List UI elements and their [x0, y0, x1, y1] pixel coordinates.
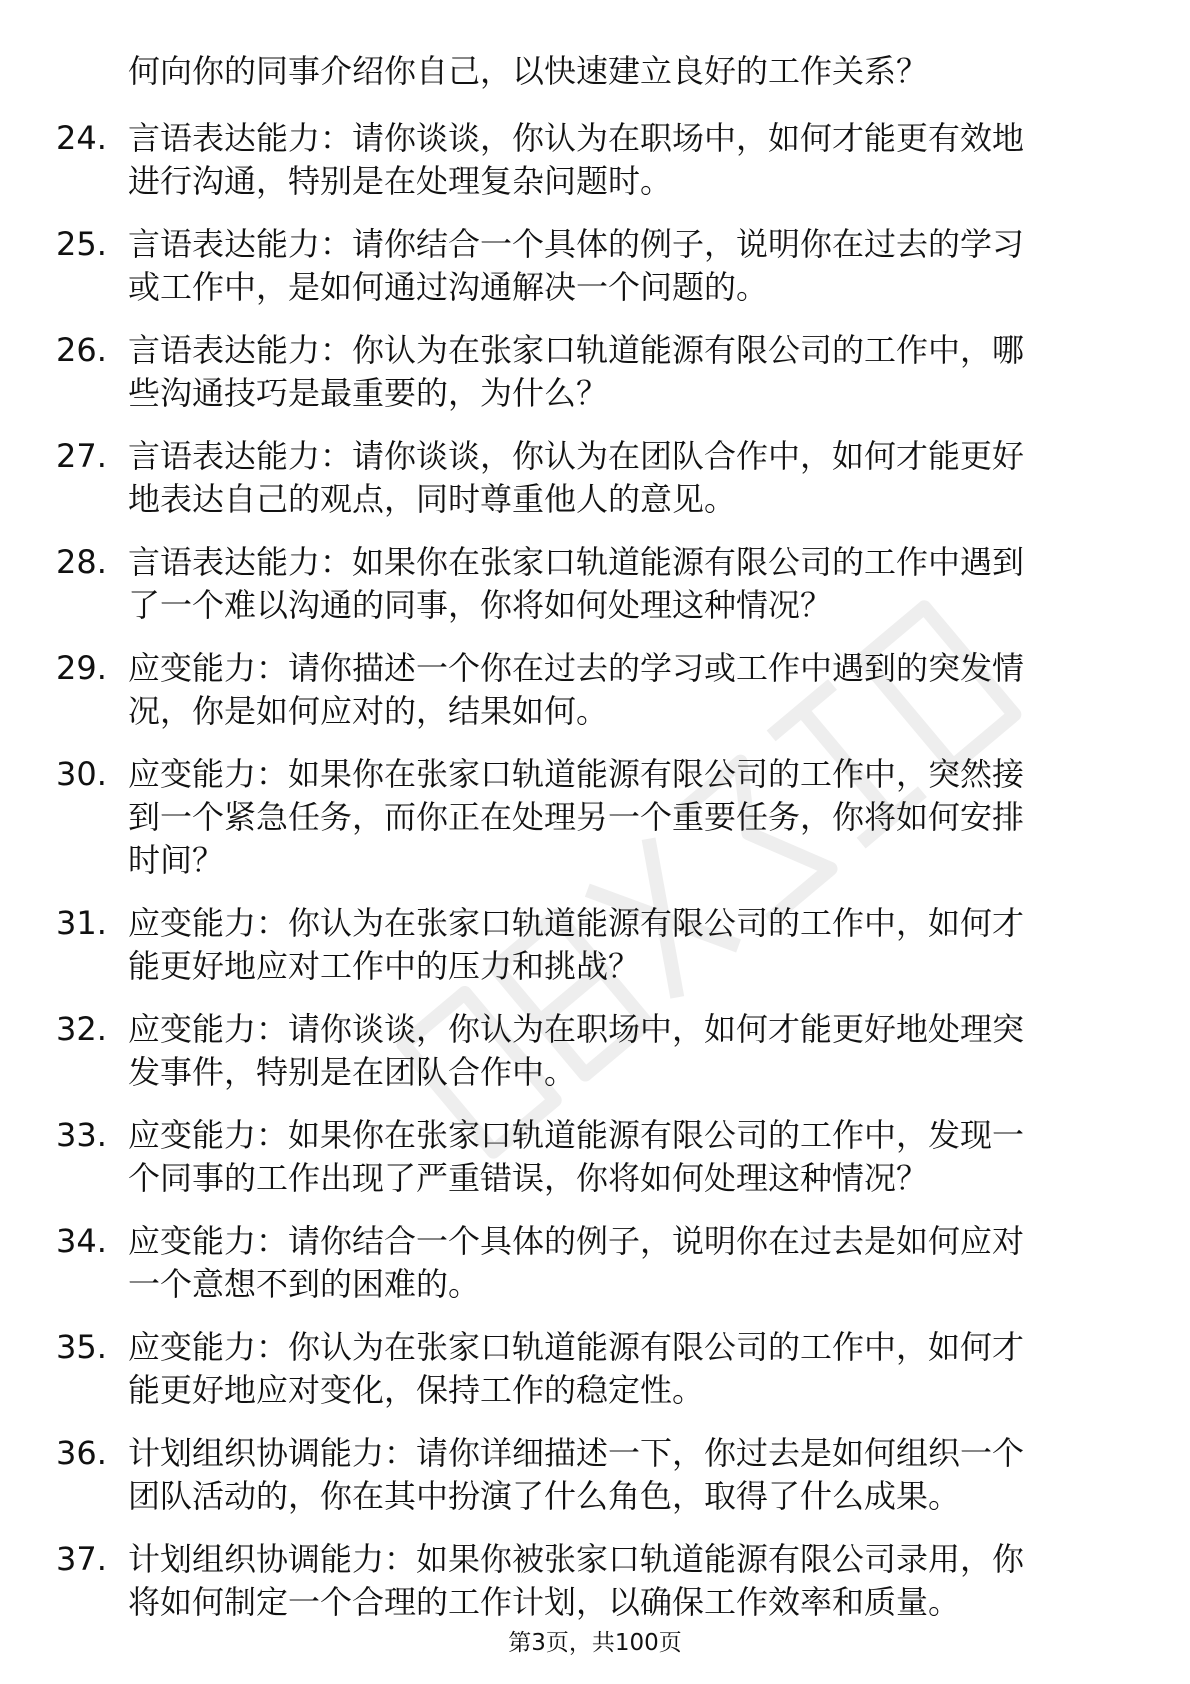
question-number: 25. [56, 225, 107, 263]
question-line: 了一个难以沟通的同事，你将如何处理这种情况？ [128, 586, 833, 624]
question-item [0, 541, 1190, 627]
question-line: 个同事的工作出现了严重错误，你将如何处理这种情况？ [128, 1159, 929, 1197]
question-number: 31. [56, 904, 107, 942]
question-item [0, 902, 1190, 988]
question-number: 28. [56, 543, 107, 581]
question-line: 能更好地应对变化，保持工作的稳定性。 [128, 1371, 705, 1409]
question-number: 26. [56, 331, 107, 369]
question-line: 言语表达能力：请你谈谈，你认为在职场中，如何才能更有效地 [128, 119, 1025, 157]
question-line: 应变能力：如果你在张家口轨道能源有限公司的工作中，发现一 [128, 1116, 1025, 1154]
question-line: 将如何制定一个合理的工作计划，以确保工作效率和质量。 [128, 1583, 961, 1621]
page-footer: 第3页，共100页 [508, 1630, 682, 1656]
question-text [128, 1326, 1108, 1412]
question-text [128, 223, 1108, 309]
question-number: 34. [56, 1222, 107, 1260]
question-item [0, 753, 1190, 882]
question-line: 或工作中，是如何通过沟通解决一个问题的。 [128, 268, 769, 306]
question-item [0, 1538, 1190, 1624]
question-line: 些沟通技巧是最重要的，为什么？ [128, 374, 609, 412]
question-item [0, 1326, 1190, 1412]
question-text [128, 1538, 1108, 1624]
question-number: 29. [56, 649, 107, 687]
question-item [0, 329, 1190, 415]
question-text [128, 117, 1108, 203]
question-text [128, 1220, 1108, 1306]
question-number: 35. [56, 1328, 107, 1366]
question-line: 进行沟通，特别是在处理复杂问题时。 [128, 162, 673, 200]
question-text [128, 1432, 1108, 1518]
question-text [128, 647, 1108, 733]
question-text [128, 541, 1108, 627]
question-item [0, 1008, 1190, 1094]
question-text [128, 329, 1108, 415]
question-line: 能更好地应对工作中的压力和挑战？ [128, 947, 641, 985]
question-line: 应变能力：你认为在张家口轨道能源有限公司的工作中，如何才 [128, 1328, 1025, 1366]
question-line: 应变能力：你认为在张家口轨道能源有限公司的工作中，如何才 [128, 904, 1025, 942]
question-item [0, 647, 1190, 733]
question-line: 计划组织协调能力：请你详细描述一下，你过去是如何组织一个 [128, 1434, 1025, 1472]
question-text [128, 753, 1108, 882]
question-line: 一个意想不到的困难的。 [128, 1265, 481, 1303]
question-line: 到一个紧急任务，而你正在处理另一个重要任务，你将如何安排 [128, 798, 1025, 836]
question-item [0, 1220, 1190, 1306]
question-line: 应变能力：请你谈谈，你认为在职场中，如何才能更好地处理突 [128, 1010, 1025, 1048]
question-line: 团队活动的，你在其中扮演了什么角色，取得了什么成果。 [128, 1477, 961, 1515]
question-item [0, 1432, 1190, 1518]
question-number: 32. [56, 1010, 107, 1048]
question-line: 言语表达能力：请你结合一个具体的例子，说明你在过去的学习 [128, 225, 1025, 263]
question-item [0, 117, 1190, 203]
question-line: 言语表达能力：请你谈谈，你认为在团队合作中，如何才能更好 [128, 437, 1025, 475]
question-number: 36. [56, 1434, 107, 1472]
question-number: 27. [56, 437, 107, 475]
question-item [0, 1114, 1190, 1200]
question-line: 地表达自己的观点，同时尊重他人的意见。 [128, 480, 737, 518]
question-line: 计划组织协调能力：如果你被张家口轨道能源有限公司录用，你 [128, 1540, 1025, 1578]
question-line: 应变能力：如果你在张家口轨道能源有限公司的工作中，突然接 [128, 755, 1025, 793]
question-text [128, 435, 1108, 521]
question-text [128, 1114, 1108, 1200]
question-line: 时间？ [128, 841, 225, 879]
question-number: 37. [56, 1540, 107, 1578]
question-list [0, 117, 1190, 1644]
question-line: 应变能力：请你结合一个具体的例子，说明你在过去是如何应对 [128, 1222, 1025, 1260]
question-number: 24. [56, 119, 107, 157]
question-number: 33. [56, 1116, 107, 1154]
question-item [0, 435, 1190, 521]
question-text [128, 902, 1108, 988]
question-line: 况，你是如何应对的，结果如何。 [128, 692, 609, 730]
question-text [128, 1008, 1108, 1094]
question-number: 30. [56, 755, 107, 793]
question-line: 应变能力：请你描述一个你在过去的学习或工作中遇到的突发情 [128, 649, 1025, 687]
question-line: 言语表达能力：你认为在张家口轨道能源有限公司的工作中，哪 [128, 331, 1025, 369]
question-item [0, 223, 1190, 309]
continuation-text: 何向你的同事介绍你自己，以快速建立良好的工作关系？ [128, 52, 929, 90]
question-line: 发事件，特别是在团队合作中。 [128, 1053, 577, 1091]
question-line: 言语表达能力：如果你在张家口轨道能源有限公司的工作中遇到 [128, 543, 1025, 581]
